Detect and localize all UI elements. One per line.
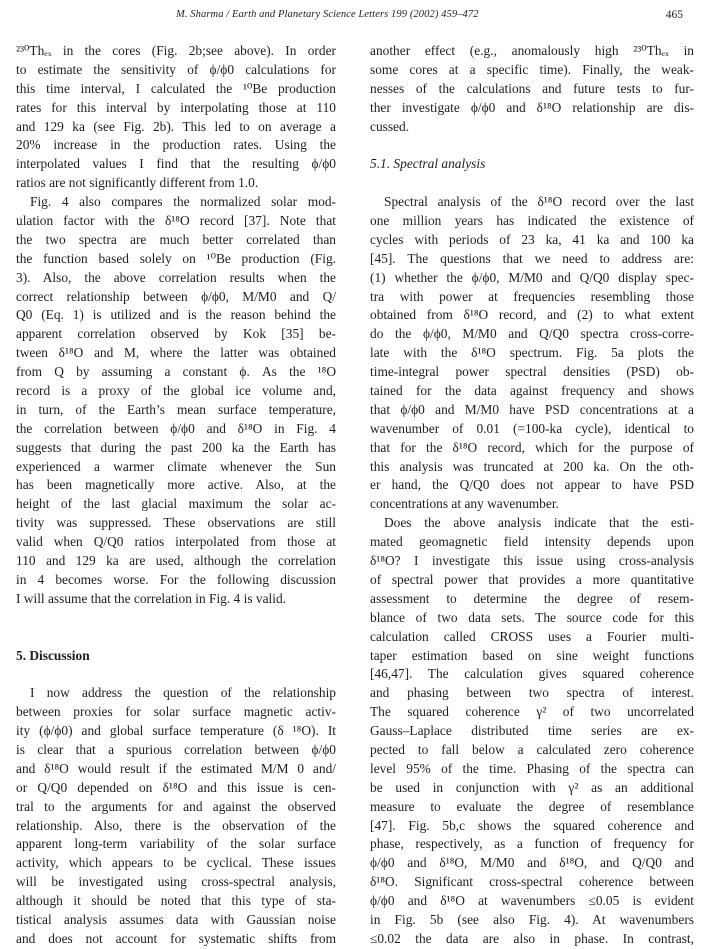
- text-line: height of the last glacial maximum the solar ac-: [16, 496, 336, 512]
- page-header: [0, 5, 701, 25]
- text-line: from Q by assuming a constant ϕ. As the ¹⁸O: [16, 364, 336, 380]
- text-line: and 129 ka (see Fig. 2b). This led to on average a: [16, 118, 336, 134]
- text-line: ulation factor with the δ¹⁸O record [37]. Note that: [16, 213, 336, 229]
- text-line: interpolated values I find that the resulting ϕ/ϕ0: [16, 156, 336, 172]
- text-line: er hand, the Q/Q0 does not appear to have PSD: [370, 477, 694, 493]
- text-line: of spectral power that provides a more quantitative: [370, 571, 694, 587]
- text-line: concentrations at any wavenumber.: [370, 496, 559, 512]
- text-line: some cores at a specific time). Finally, the weak-: [370, 61, 694, 77]
- text-line: tween δ¹⁸O and M, where the latter was obtained: [16, 345, 336, 361]
- text-line: and phasing between two spectra of interest.: [370, 685, 694, 701]
- text-line: the function based solely on ¹⁰Be production (Fig.: [16, 250, 336, 266]
- text-line: apparent long-term variability of the solar surface: [16, 836, 336, 852]
- text-line: measure to evaluate the degree of resemblance: [370, 798, 694, 814]
- text-line: suggests that during the past 200 ka the Earth has: [16, 439, 336, 455]
- text-line: mated geomagnetic field intensity depends upon: [370, 534, 694, 550]
- text-line: Does the above analysis indicate that the esti-: [384, 515, 694, 531]
- text-line: this time interval, I calculated the ¹⁰Be production: [16, 80, 336, 96]
- section-heading: 5. Discussion: [16, 647, 90, 663]
- text-line: I will assume that the correlation in Fig. 4 is valid.: [16, 590, 286, 606]
- text-line: tra with power at frequencies resembling those: [370, 288, 694, 304]
- text-line: calculation called CROSS uses a Fourier multi-: [370, 628, 694, 644]
- text-line: late with the δ¹⁸O spectrum. Fig. 5a plots the: [370, 345, 694, 361]
- text-line: that ϕ/ϕ0 and M/M0 have PSD concentrations at a: [370, 401, 694, 417]
- text-line: experienced a warmer climate whenever the Sun: [16, 458, 336, 474]
- text-line: 110 and 129 ka are used, although the correlation: [16, 553, 336, 569]
- text-line: Fig. 4 also compares the normalized solar mod-: [30, 194, 336, 210]
- subsection-heading: 5.1. Spectral analysis: [370, 156, 486, 172]
- text-line: between proxies for solar surface magnetic activ-: [16, 704, 336, 720]
- text-line: to estimate the sensitivity of ϕ/ϕ0 calculations for: [16, 61, 336, 77]
- text-line: and does not account for systematic shifts from: [16, 930, 336, 946]
- spacer: [16, 609, 336, 628]
- text-line: I now address the question of the relationship: [30, 685, 336, 701]
- text-line: ϕ/ϕ0 and δ¹⁸O, M/M0 and δ¹⁸O, and Q/Q0 and: [370, 855, 694, 871]
- text-line: ratios are not significantly different from 1.0.: [16, 175, 259, 191]
- text-line: The squared coherence γ² of two uncorrelated: [370, 704, 694, 720]
- text-line: that for the δ¹⁸O record, which for the purpose of: [370, 439, 694, 455]
- text-line: this analysis was truncated at 200 ka. On the oth-: [370, 458, 694, 474]
- text-line: δ¹⁸O? I investigate this issue using cross-analysis: [370, 553, 694, 569]
- text-line: blance of two data sets. The source code for this: [370, 609, 694, 625]
- text-line: time-integral power spectral densities (PSD) ob-: [370, 364, 694, 380]
- text-line: be used in conjunction with γ² as an additional: [370, 779, 694, 795]
- text-line: phase, respectively, as a function of frequency for: [370, 836, 694, 852]
- text-line: (1) whether the ϕ/ϕ0, M/M0 and Q/Q0 display spec-: [370, 269, 694, 285]
- text-line: ²³⁰Thₑₓ in the cores (Fig. 2b;see above). In order: [16, 43, 336, 58]
- text-line: relationship. Also, there is the observation of the: [16, 817, 336, 833]
- text-line: ≤0.02 the data are also in phase. In contrast,: [370, 930, 694, 946]
- text-line: 20% increase in the production rates. Using the: [16, 137, 336, 153]
- text-line: apparent correlation observed by Kok [35] be-: [16, 326, 336, 342]
- text-line: 3). Also, the above correlation results when the: [16, 269, 336, 285]
- text-line: in 4 becomes worse. For the following discussion: [16, 571, 336, 587]
- text-line: [46,47]. The calculation gives squared coherence: [370, 666, 694, 682]
- text-line: activity, which appears to be cyclical. These issues: [16, 855, 336, 871]
- text-line: wavenumber of 0.01 (=100-ka cycle), identical to: [370, 420, 694, 436]
- text-line: and δ¹⁸O would result if the estimated M/M 0 and/: [16, 760, 336, 776]
- text-line: rates for this interval by interpolating those at 110: [16, 99, 336, 115]
- text-line: one million years has indicated the existence of: [370, 213, 694, 229]
- text-line: has been magnetically more active. Also, at the: [16, 477, 336, 493]
- text-line: level 95% of the time. Phasing of the spectra can: [370, 760, 694, 776]
- text-line: [45]. The questions that we need to address are:: [370, 250, 694, 266]
- text-line: valid when Q/Q0 ratios interpolated from those at: [16, 534, 336, 550]
- text-line: or Q/Q0 depended on δ¹⁸O and this issue is cen-: [16, 779, 336, 795]
- text-line: in turn, of the Earth’s mean surface temperature,: [16, 401, 336, 417]
- text-line: cussed.: [370, 118, 410, 134]
- text-line: nesses of the calculations and future tests to fur-: [370, 80, 694, 96]
- text-line: taper estimation based on sine weight functions: [370, 647, 694, 663]
- right-column: [370, 42, 694, 949]
- text-line: another effect (e.g., anomalously high ²³⁰Thₑₓ in: [370, 43, 694, 58]
- text-line: tained for the data against frequency and shows: [370, 383, 694, 399]
- text-line: tistical analysis assumes data with Gaussian noise: [16, 911, 336, 927]
- text-line: Gauss–Laplace distributed time series are ex-: [370, 723, 694, 739]
- text-line: in Fig. 5b (see also Fig. 4). At wavenumbers: [370, 911, 694, 927]
- text-line: ity (ϕ/ϕ0) and global surface temperature (δ ¹⁸O). It: [16, 723, 336, 739]
- spacer: [370, 174, 694, 193]
- text-line: tivity was suppressed. These observations are still: [16, 515, 336, 531]
- text-line: Spectral analysis of the δ¹⁸O record over the last: [384, 194, 694, 210]
- text-line: correct relationship between ϕ/ϕ0, M/M0 and Q/: [16, 288, 336, 304]
- text-line: pected to fall below a calculated zero coherence: [370, 741, 694, 757]
- text-line: assessment to determine the degree of resem-: [370, 590, 694, 606]
- text-line: record is a proxy of the global ice volume and,: [16, 383, 336, 399]
- spacer: [16, 665, 336, 684]
- text-line: will be investigated using cross-spectral analysis,: [16, 874, 336, 890]
- text-line: although it should be noted that this type of sta-: [16, 893, 336, 909]
- text-line: tral to the arguments for and against the observed: [16, 798, 336, 814]
- running-head: M. Sharma / Earth and Planetary Science Letters 199 (2002) 459–472: [176, 9, 479, 20]
- text-line: is clear that a spurious correlation between ϕ/ϕ0: [16, 741, 336, 757]
- text-line: Q0 (Eq. 1) is utilized and is the reason behind the: [16, 307, 336, 323]
- text-line: ther investigate ϕ/ϕ0 and δ¹⁸O relationship are dis-: [370, 99, 694, 115]
- spacer: [370, 136, 694, 155]
- text-line: the two spectra are much better correlated than: [16, 231, 336, 247]
- text-line: do the ϕ/ϕ0, M/M0 and Q/Q0 spectra cross-corre-: [370, 326, 694, 342]
- text-line: cycles with periods of 23 ka, 41 ka and 100 ka: [370, 231, 694, 247]
- left-column: [16, 42, 336, 949]
- text-line: obtained from δ¹⁸O record, and (2) to what extent: [370, 307, 694, 323]
- text-line: ϕ/ϕ0 and δ¹⁸O at wavenumbers ≤0.05 is evident: [370, 893, 694, 909]
- spacer: [16, 628, 336, 647]
- text-line: the correlation between ϕ/ϕ0 and δ¹⁸O in Fig. 4: [16, 420, 336, 436]
- page-number: 465: [665, 9, 683, 21]
- text-line: δ¹⁸O. Significant cross-spectral coherence between: [370, 874, 694, 890]
- text-line: [47]. Fig. 5b,c shows the squared coherence and: [370, 817, 694, 833]
